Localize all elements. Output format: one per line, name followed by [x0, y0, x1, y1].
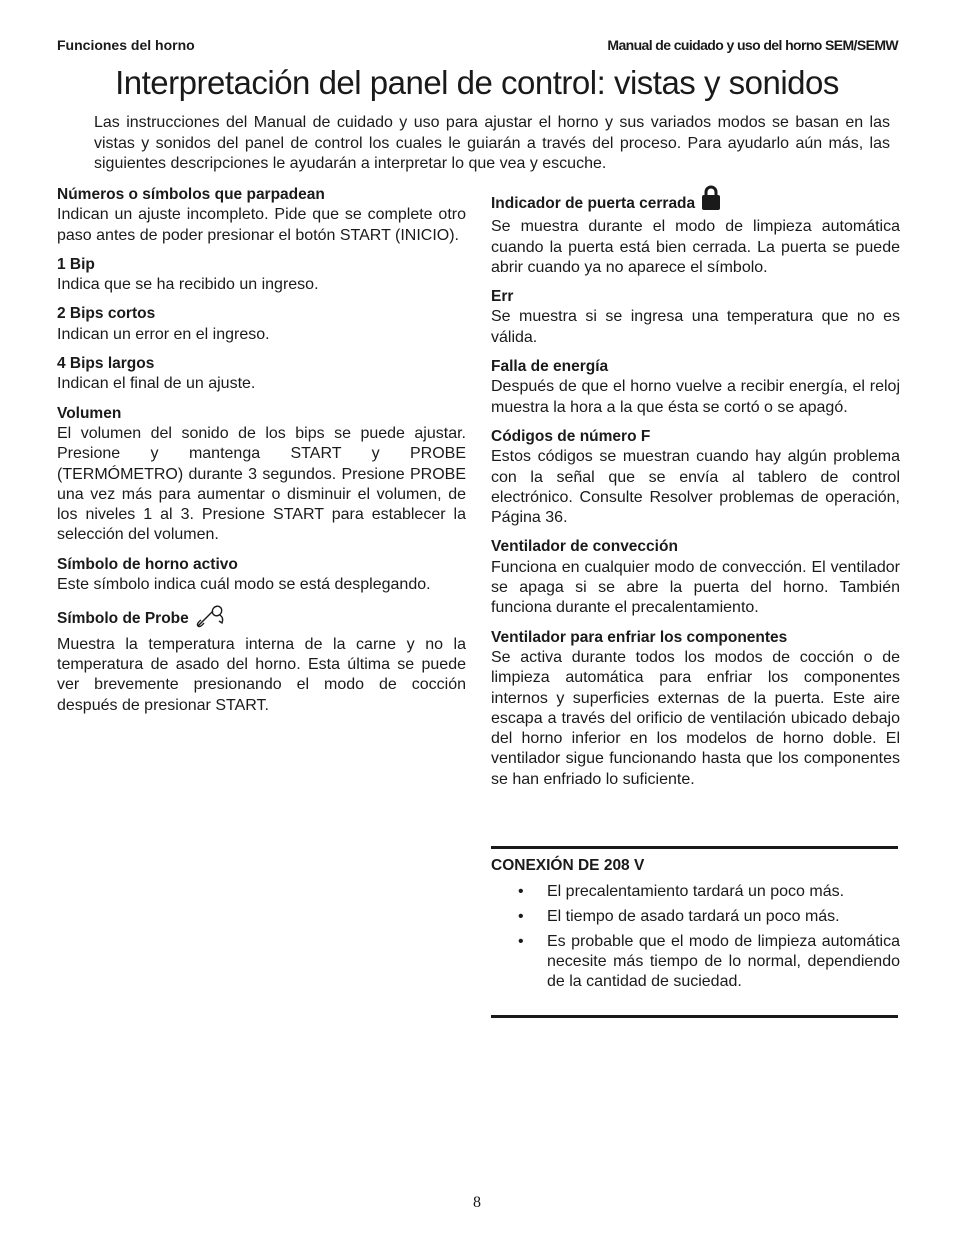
entry-body: Se muestra si se ingresa una temperatura que no es válida.: [491, 308, 900, 346]
lock-icon: [701, 185, 721, 217]
entry-title: [57, 604, 466, 634]
entry-title-text: Símbolo de Probe: [57, 610, 189, 628]
bullet: •: [518, 907, 524, 925]
entry-two-short-beeps: [57, 304, 466, 345]
entry-title: Err: [491, 288, 514, 306]
entry-cooling-fan: [491, 628, 900, 790]
entry-title-text: Indicador de puerta cerrada: [491, 195, 696, 212]
entry-body: Indican un ajuste incompleto. Pide que se complete otro paso antes de poder presionar el botón START (INICIO).: [57, 206, 466, 244]
entry-title: Ventilador de convección: [491, 538, 678, 556]
page-title: Interpretación del panel de control: vistas y sonidos: [115, 64, 839, 101]
entry-title: Números o símbolos que parpadean: [57, 186, 325, 203]
entry-f-codes: [491, 427, 900, 528]
right-column: [491, 185, 900, 799]
entry-flashing-symbols: [57, 185, 466, 246]
entry-volume: [57, 404, 466, 546]
entry-title: 2 Bips cortos: [57, 305, 156, 323]
entry-title: Volumen: [57, 404, 122, 422]
probe-icon: [193, 604, 227, 634]
notice-title: CONEXIÓN DE 208 V: [491, 857, 645, 874]
left-column: [57, 185, 466, 725]
entry-title: 1 Bip: [57, 255, 95, 273]
entry-door-locked-indicator: [491, 185, 900, 278]
list-item-text: Es probable que el modo de limpieza automática necesite más tiempo de lo normal, dependiendo de la cantidad de suciedad.: [547, 932, 900, 991]
entry-body: Se activa durante todos los modos de cocción o de limpieza automática para enfriar los componentes internos y superficies externas de la puerta. Este aire escapa a través del orificio de ventilación ubicado debajo del horno inferior en los modelos de horno doble. El ventilador sigue funcionando hasta que los componentes se han enfriado lo suficiente.: [491, 648, 900, 788]
entry-power-failure: [491, 357, 900, 418]
intro-paragraph: Las instrucciones del Manual de cuidado y uso para ajustar el horno y sus variados modos se basan en las vistas y sonidos del panel de control los cuales le guiarán a través del proceso. Para ayudarlo aún más, las siguientes descripciones le ayudarán a interpretar lo que vea y escuche.: [94, 114, 890, 172]
entry-body: Indican el final de un ajuste.: [57, 375, 256, 393]
manual-header: Manual de cuidado y uso del horno SEM/SEMW: [607, 37, 898, 53]
entry-four-long-beeps: [57, 354, 466, 395]
page-number: 8: [473, 1194, 481, 1211]
entry-one-beep: [57, 255, 466, 296]
entry-probe-symbol: [57, 604, 466, 715]
list-item: [491, 932, 900, 993]
entry-body: Después de que el horno vuelve a recibir energía, el reloj muestra la hora a la que ésta se cortó o se apagó.: [491, 378, 900, 416]
bullet: •: [518, 932, 524, 950]
entry-body: Funciona en cualquier modo de convección. El ventilador se apaga si se abre la puerta del horno. También funciona durante el precalentamiento.: [491, 558, 900, 617]
section-header: Funciones del horno: [57, 37, 195, 53]
entry-body: Se muestra durante el modo de limpieza automática cuando la puerta está bien cerrada. La puerta se puede abrir cuando ya no aparece el símbolo.: [491, 218, 900, 276]
list-item: [491, 882, 900, 902]
voltage-notice-box: [491, 846, 898, 1018]
entry-title: Falla de energía: [491, 358, 609, 376]
entry-body: El volumen del sonido de los bips se puede ajustar. Presione y mantenga START y PROBE (TERMÓMETRO) durante 3 segundos. Presione PROBE una vez más para aumentar o disminuir el volumen, de los niveles 1 al 3. Presione START para establecer la selección del volumen.: [57, 424, 466, 544]
entry-body: Indican un error en el ingreso.: [57, 325, 270, 343]
entry-body: Estos códigos se muestran cuando hay algún problema con la señal que se envía al tablero de control electrónico. Consulte Resolver problemas de operación, Página 36.: [491, 448, 900, 527]
list-item: [491, 907, 900, 927]
entry-title: Ventilador para enfriar los componentes: [491, 628, 788, 646]
bullet: •: [518, 883, 524, 900]
entry-err: [491, 287, 900, 348]
entry-title: Códigos de número F: [491, 427, 651, 445]
entry-body: Muestra la temperatura interna de la carne y no la temperatura de asado del horno. Esta última se puede ver brevemente presionando el modo de cocción después de presionar START.: [57, 635, 466, 714]
entry-title: 4 Bips largos: [57, 355, 155, 373]
list-item-text: El precalentamiento tardará un poco más.: [547, 883, 845, 900]
notice-list: [491, 882, 900, 997]
entry-body: Indica que se ha recibido un ingreso.: [57, 276, 319, 294]
entry-title: [491, 185, 900, 217]
entry-title: Símbolo de horno activo: [57, 555, 238, 573]
entry-oven-active-symbol: [57, 555, 466, 596]
list-item-text: El tiempo de asado tardará un poco más.: [547, 907, 840, 925]
entry-convection-fan: [491, 537, 900, 618]
entry-body: Este símbolo indica cuál modo se está desplegando.: [57, 576, 431, 594]
